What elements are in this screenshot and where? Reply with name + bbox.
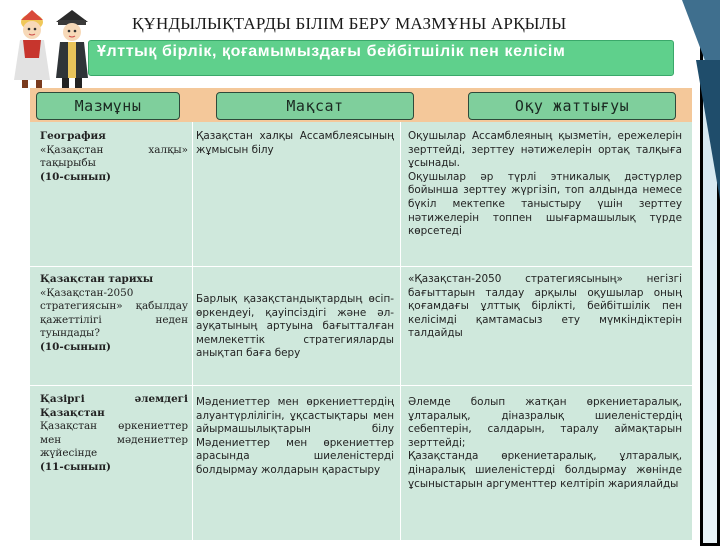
table-row-3-exercise [408,396,682,491]
table-row-1-content [40,130,188,184]
grade-label: (10-сынып) [40,170,111,183]
table-row-1-goal: Қазақстан халқы Ассамблеясының жұмысын білу [196,130,394,156]
row-divider [30,385,692,386]
kids-in-national-costume-illustration [6,8,96,94]
row-divider [30,266,692,267]
content-table [30,88,692,540]
exercise-paragraph: Қазақстанда өркениетаралық, ұлтаралық, дінаралық шиеленістерді болдырмау жөнінде ұсыныстарын аргументтер келтіріп жариялайды [408,450,682,490]
subject-label: География [40,130,106,142]
column-divider [400,122,401,540]
topic-text: «Қазақстан халқы» тақырыбы [40,143,188,170]
column-divider [192,122,193,540]
table-row-3-goal: Мәдениеттер мен өркениеттердің алуантүрлілігін, ұқсастықтары мен айырмашылықтарын білу Мәдениеттер мен өркениеттер арасында шиеленістерді болдырмау жолдарын қарастыру [196,396,394,476]
chevron-decor-lower [696,60,720,200]
header-content: Мазмұны [36,92,180,120]
subject-label: Қазіргі әлемдегі Қазақстан [40,393,188,419]
table-row-2-exercise [408,273,682,341]
subtitle-text: Ұлттық бірлік, қоғамымыздағы бейбітшілік пен келісім [97,43,566,60]
grade-label: (10-сынып) [40,340,111,353]
exercise-paragraph: «Қазақстан-2050 стратегиясының» негізгі бағыттарын талдау арқылы оқушылар оның қоғамдағы ұлттық бірлікті, бейбітшілік пен келісімді қамтамасыз ету мүмкіндіктерін талдайды [408,273,682,340]
exercise-paragraph: Оқушылар әр түрлі этникалық дәстүрлер бойынша зерттеу жүргізіп, топ алдында немесе бүкіл мектепке таныстыру үшін зерттеу нәтижелерін топпен шығармашылық түрде көрсетеді [408,170,682,238]
table-row-2-content [40,273,188,355]
page-title: ҚҰНДЫЛЫҚТАРДЫ БІЛІМ БЕРУ МАЗМҰНЫ АРҚЫЛЫ [132,14,567,33]
table-row-3-content [40,393,188,475]
grade-label: (11-сынып) [40,460,111,473]
subtitle-banner [88,40,674,76]
exercise-paragraph: Оқушылар Ассамблеяның қызметін, ережелерін зерттейді, зерттеу нәтижелерін ортақ талқыға ұсынады. [408,130,682,170]
header-goal: Мақсат [216,92,414,120]
exercise-paragraph: Әлемде болып жатқан өркениетаралық, ұлтаралық, діназралық шиеленістердің себептерін, салдарын, таралу аймақтарын зерттейді; [408,396,682,449]
table-row-2-goal: Барлық қазақстандықтардың өсіп-өркендеуі, қауіпсіздігі және әл-ауқатының артуына бағытталған мемлекеттік стратегияларды анықтап баға беру [196,293,394,360]
table-row-1-exercise [408,130,682,239]
subject-label: Қазақстан тарихы [40,273,154,285]
topic-text: Қазақстан өркениеттер мен мәдениеттер жүйесінде [40,420,188,460]
header-exercise: Оқу жаттығуы [468,92,676,120]
topic-text: «Қазақстан-2050 стратегиясын» қабылдау қажеттілігі неден туындады? [40,286,188,340]
